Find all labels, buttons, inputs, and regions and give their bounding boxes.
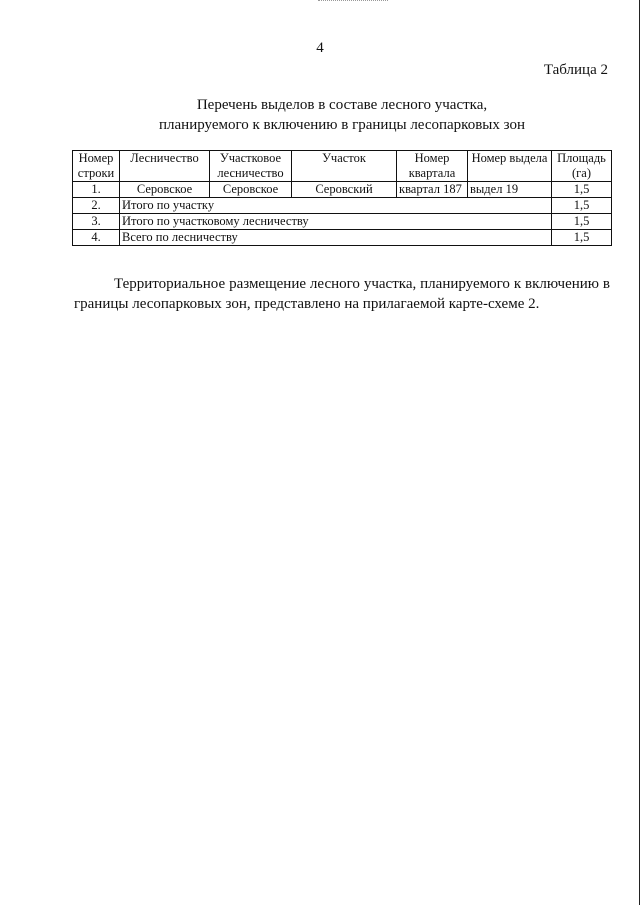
title-line-1: Перечень выделов в составе лесного участка, <box>196 97 488 113</box>
table-row <box>73 182 612 198</box>
header-area: Площадь (га) <box>552 151 612 182</box>
row-number: 4. <box>73 230 120 246</box>
header-forestry: Лесничество <box>120 151 210 182</box>
cell-area: 1,5 <box>552 214 612 230</box>
table-row <box>73 198 612 214</box>
cell-district-forestry: Серовское <box>210 182 292 198</box>
cell-forestry: Серовское <box>120 182 210 198</box>
cell-area: 1,5 <box>552 230 612 246</box>
page-number: 4 <box>316 40 324 56</box>
cell-allotment: выдел 19 <box>468 182 552 198</box>
table-caption: Таблица 2 <box>543 62 608 78</box>
allotments-table <box>72 150 612 246</box>
header-district-forestry: Участковое лесничество <box>210 151 292 182</box>
title-line-2: планируемого к включению в границы лесопарковых зон <box>159 117 525 133</box>
header-section: Участок <box>292 151 397 182</box>
table-row <box>73 230 612 246</box>
cell-area: 1,5 <box>552 198 612 214</box>
cell-quarter: квартал 187 <box>397 182 468 198</box>
cell-subtotal-label: Итого по участковому лесничеству <box>120 214 552 230</box>
cell-area: 1,5 <box>552 182 612 198</box>
row-number: 1. <box>73 182 120 198</box>
header-row-number: Номер строки <box>73 151 120 182</box>
cell-subtotal-label: Итого по участку <box>120 198 552 214</box>
cell-total-label: Всего по лесничеству <box>120 230 552 246</box>
table-header-row <box>73 151 612 182</box>
scan-artifact <box>318 0 388 3</box>
row-number: 3. <box>73 214 120 230</box>
row-number: 2. <box>73 198 120 214</box>
header-quarter-number: Номер квартала <box>397 151 468 182</box>
table-row <box>73 214 612 230</box>
document-title <box>0 95 640 135</box>
cell-section: Серовский <box>292 182 397 198</box>
body-paragraph: Территориальное размещение лесного участка, планируемого к включению в границы лесопарковых зон, представлено на прилагаемой карте-схеме 2. <box>74 276 610 312</box>
header-allotment-number: Номер выдела <box>468 151 552 182</box>
